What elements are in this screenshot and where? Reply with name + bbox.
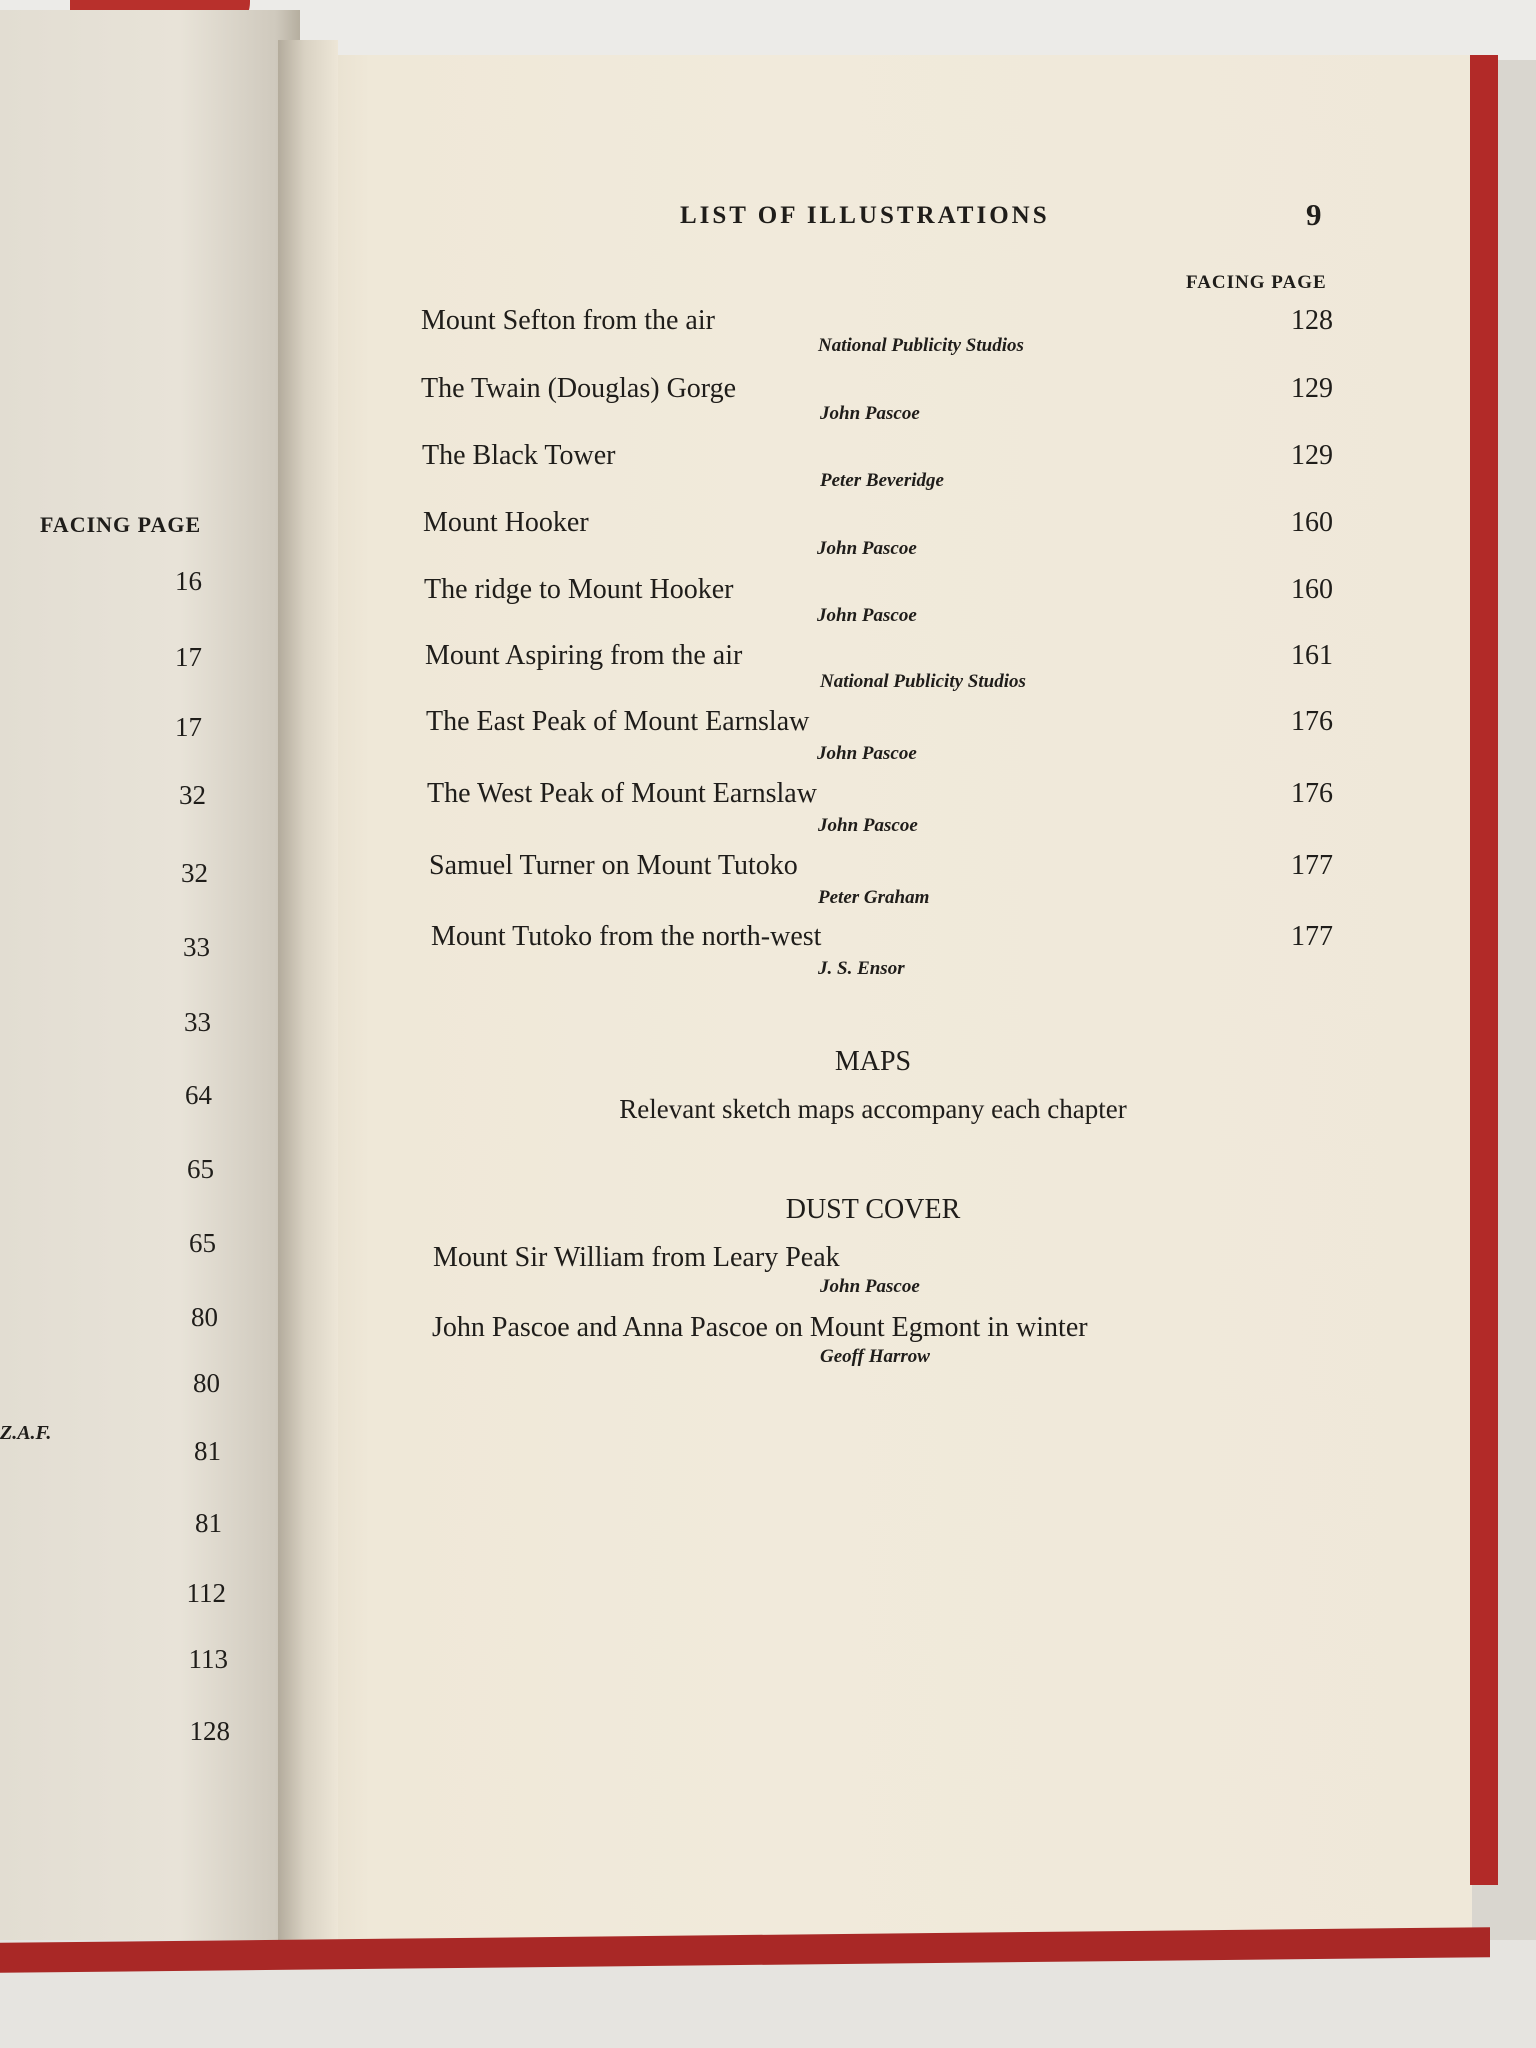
illustration-page: 176 [1291, 778, 1333, 809]
dust-cover-heading: DUST COVER [785, 1194, 961, 1225]
illustration-entry [0, 373, 1536, 433]
illustration-title: Mount Tutoko from the north-west [431, 921, 822, 952]
left-page-number: 81 [194, 1436, 221, 1466]
left-page-number: 32 [179, 780, 206, 810]
illustration-title: Mount Aspiring from the air [425, 640, 743, 671]
left-page-number: 17 [175, 712, 202, 742]
illustration-credit: John Pascoe [817, 605, 917, 626]
illustration-entry [0, 778, 1536, 838]
illustration-credit: John Pascoe [817, 538, 917, 559]
illustration-entry [0, 440, 1536, 500]
illustration-title: The West Peak of Mount Earnslaw [427, 778, 817, 809]
facing-page-label: FACING PAGE [1186, 272, 1327, 293]
illustration-page: 128 [1291, 305, 1333, 336]
left-page-number: 113 [188, 1644, 228, 1674]
illustration-entry [0, 305, 1536, 365]
illustration-entry [0, 921, 1536, 981]
left-page-number: 65 [187, 1154, 214, 1184]
left-page-number: 33 [183, 932, 210, 962]
illustration-page: 177 [1291, 921, 1333, 952]
illustration-title: The Twain (Douglas) Gorge [421, 373, 737, 404]
maps-note: Relevant sketch maps accompany each chapter [619, 1094, 1127, 1124]
illustration-page: 177 [1291, 850, 1333, 881]
illustration-title: The Black Tower [422, 440, 616, 471]
illustration-page: 160 [1291, 507, 1333, 538]
left-page-number: 65 [189, 1228, 216, 1258]
left-page-fragment: Z.A.F. [0, 1422, 52, 1444]
illustration-title: The ridge to Mount Hooker [424, 574, 734, 605]
left-page-number: 64 [185, 1080, 212, 1110]
left-page-number: 81 [195, 1508, 222, 1538]
illustration-entry [0, 640, 1536, 700]
left-page-number: 32 [181, 858, 208, 888]
illustration-page: 129 [1291, 440, 1333, 471]
illustration-entry [0, 706, 1536, 766]
left-page-number: 80 [193, 1368, 220, 1398]
illustration-title: Samuel Turner on Mount Tutoko [429, 850, 798, 881]
left-page-number: 112 [186, 1578, 226, 1608]
illustration-credit: J. S. Ensor [818, 958, 905, 979]
dust-cover-title: Mount Sir William from Leary Peak [433, 1242, 840, 1273]
dust-cover-credit: John Pascoe [820, 1276, 920, 1297]
left-page-number: 33 [184, 1007, 211, 1037]
left-page-number: 80 [191, 1302, 218, 1332]
dust-cover-title: John Pascoe and Anna Pascoe on Mount Egmont in winter [432, 1312, 1088, 1343]
page-title: LIST OF ILLUSTRATIONS [680, 202, 1050, 229]
dust-cover-entry [0, 1312, 1536, 1372]
left-facing-page-heading: FACING PAGE [40, 512, 202, 537]
left-page-number: 17 [175, 642, 202, 672]
illustration-page: 176 [1291, 706, 1333, 737]
dust-cover-credit: Geoff Harrow [820, 1346, 930, 1367]
illustration-title: The East Peak of Mount Earnslaw [426, 706, 810, 737]
illustration-title: Mount Hooker [423, 507, 589, 538]
illustration-entry [0, 850, 1536, 910]
illustration-credit: John Pascoe [818, 815, 918, 836]
illustration-page: 129 [1291, 373, 1333, 404]
illustration-credit: Peter Graham [818, 887, 930, 908]
illustration-credit: National Publicity Studios [820, 671, 1026, 692]
illustration-entry [0, 507, 1536, 567]
illustration-credit: Peter Beveridge [820, 470, 944, 491]
dust-cover-entry [0, 1242, 1536, 1302]
illustration-credit: John Pascoe [820, 403, 920, 424]
illustration-title: Mount Sefton from the air [421, 305, 715, 336]
maps-heading: MAPS [834, 1046, 912, 1077]
illustration-credit: National Publicity Studios [818, 335, 1024, 356]
page-number: 9 [1306, 197, 1322, 232]
left-page [0, 10, 300, 1960]
illustration-page: 160 [1291, 574, 1333, 605]
left-page-number: 128 [189, 1716, 230, 1746]
illustration-page: 161 [1291, 640, 1333, 671]
illustration-entry [0, 574, 1536, 634]
left-page-number: 16 [175, 566, 202, 596]
illustration-credit: John Pascoe [817, 743, 917, 764]
